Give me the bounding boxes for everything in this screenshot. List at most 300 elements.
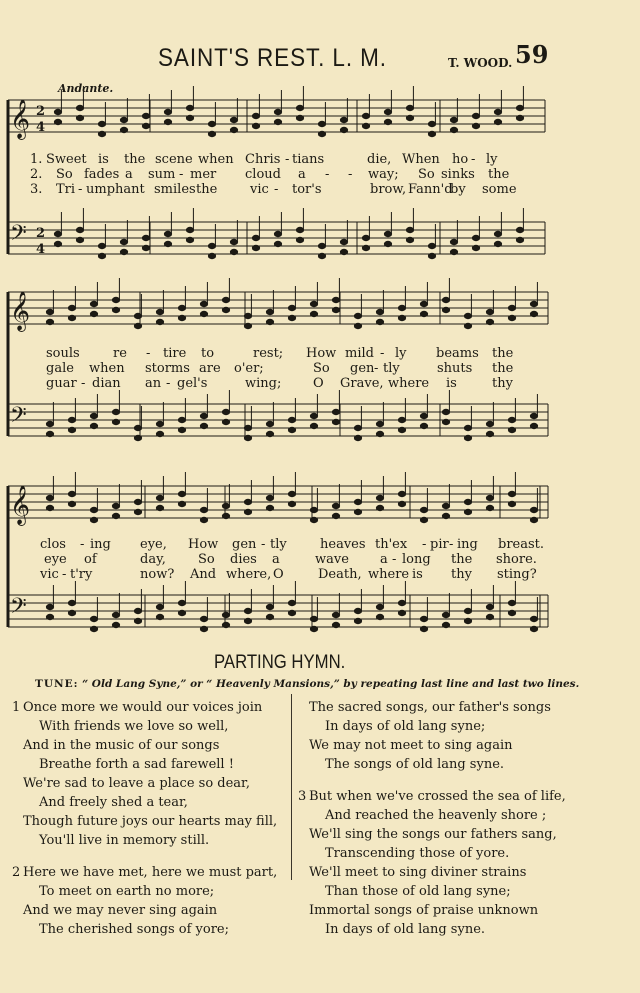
note-head [318,253,325,258]
note-head [164,119,171,124]
syllable: tly [270,537,287,552]
syllable: souls [46,346,80,361]
verse-number: 1. [30,152,43,167]
note-head [76,227,83,232]
lyrics-system-3 [0,537,640,582]
note-head [76,115,83,120]
note-head [288,427,295,432]
note-head [472,245,479,250]
note-head [222,419,229,424]
syllable: clos [40,537,66,552]
note-head [508,600,515,605]
note-head [428,131,435,136]
syllable: when [198,152,234,167]
tempo-marking: Andante. [58,82,114,95]
note-head [178,417,185,422]
note-head [46,614,53,619]
note-head [186,237,193,242]
syllable: beams [436,346,479,361]
note-head [354,425,361,430]
syllable: - [422,537,427,552]
note-head [398,501,405,506]
note-head [46,319,53,324]
syllable: breast. [498,537,545,552]
syllable: day, [140,552,166,567]
note-head [252,113,259,118]
syllable: vic [40,567,59,582]
note-head [450,127,457,132]
note-head [54,231,61,236]
note-head [112,513,119,518]
note-head [200,413,207,418]
syllable: Grave, [340,376,384,391]
syllable: - [325,167,330,182]
note-head [362,245,369,250]
note-head [376,431,383,436]
verse-line: 3 But when we've crossed the sea of life, [298,789,566,804]
note-head [332,503,339,508]
note-head [450,117,457,122]
lyric-line [0,537,640,552]
verse-line: 1 Once more we would our voices join [12,700,263,715]
note-head [134,313,141,318]
note-head [208,243,215,248]
syllable: rest; [253,346,284,361]
note-head [486,309,493,314]
lyric-line [0,182,640,197]
note-head [244,435,251,440]
note-head [90,311,97,316]
syllable: by [450,182,466,197]
syllable: - [261,537,266,552]
note-head [406,105,413,110]
syllable: an [145,376,162,391]
note-head [46,309,53,314]
note-head [208,131,215,136]
note-head [464,313,471,318]
note-head [472,235,479,240]
note-head [178,600,185,605]
note-head [332,513,339,518]
syllable: thy [492,376,513,391]
syllable: the [451,552,473,567]
syllable: a [272,552,280,567]
note-head [494,119,501,124]
syllable: gen [232,537,257,552]
note-head [354,509,361,514]
note-head [76,237,83,242]
note-head [244,509,251,514]
note-head [266,309,273,314]
note-head [494,241,501,246]
note-head [156,614,163,619]
note-head [442,503,449,508]
note-head [354,323,361,328]
note-head [406,237,413,242]
syllable: - [166,376,171,391]
note-head [310,413,317,418]
syllable: - [392,552,397,567]
note-head [54,109,61,114]
note-head [420,517,427,522]
syllable: When [402,152,440,167]
syllable: the [492,346,514,361]
syllable: So [56,167,73,182]
note-head [76,105,83,110]
syllable: ho [452,152,469,167]
syllable: t'ry [70,567,93,582]
note-head [98,121,105,126]
note-head [530,517,537,522]
note-head [398,427,405,432]
note-head [274,119,281,124]
note-head [230,117,237,122]
note-head [186,227,193,232]
note-head [90,413,97,418]
syllable: sting? [497,567,537,582]
syllable: - [78,182,83,197]
note-head [464,509,471,514]
note-head [530,301,537,306]
verse-line: In days of old lang syne; [325,719,486,734]
note-head [244,618,251,623]
syllable: - [449,537,454,552]
note-head [156,309,163,314]
note-head [222,409,229,414]
note-head [186,115,193,120]
lyric-line [0,376,640,391]
syllable: when [89,361,125,376]
verse-line: And reached the heavenly shore ; [325,808,547,823]
note-head [244,499,251,504]
note-head [354,313,361,318]
note-head [376,421,383,426]
note-head [90,301,97,306]
note-head [442,612,449,617]
note-head [310,626,317,631]
tune-note [35,678,579,690]
note-head [310,616,317,621]
note-head [442,419,449,424]
syllable: fades [84,167,120,182]
note-head [464,435,471,440]
note-head [472,113,479,118]
syllable: ly [486,152,498,167]
syllable: where [388,376,430,391]
syllable: brow, [370,182,407,197]
verses-left-column [12,698,287,939]
syllable: is [446,376,457,391]
lyrics-system-2 [0,346,640,391]
syllable: shuts [437,361,473,376]
note-head [398,600,405,605]
syllable: Sweet [46,152,87,167]
note-head [252,245,259,250]
page-number: 59 [515,40,549,69]
note-head [178,501,185,506]
note-head [428,253,435,258]
syllable: guar [46,376,77,391]
syllable: the [488,167,510,182]
note-head [464,608,471,613]
verse-number: 2 [12,865,21,880]
note-head [112,622,119,627]
syllable: mer [190,167,217,182]
note-head [134,499,141,504]
syllable: scene [155,152,193,167]
syllable: - [380,346,385,361]
note-head [156,421,163,426]
syllable: the [124,152,146,167]
syllable: wing; [245,376,282,391]
note-head [46,495,53,500]
note-head [354,608,361,613]
note-head [230,249,237,254]
verse-line: The songs of old lang syne. [325,757,505,772]
note-head [68,427,75,432]
note-head [54,241,61,246]
note-head [486,604,493,609]
note-head [222,612,229,617]
note-head [420,413,427,418]
note-head [266,495,273,500]
syllable: gen [350,361,375,376]
treble-clef: 𝄞 [10,99,31,139]
verse-line: And in the music of our songs [23,738,220,753]
syllable: Tri [56,182,76,197]
note-head [420,311,427,316]
syllable: - [374,361,379,376]
note-head [398,417,405,422]
note-head [384,241,391,246]
note-head [508,491,515,496]
note-head [332,307,339,312]
verse-line: With friends we love so well, [39,719,229,734]
syllable: heaves [320,537,366,552]
note-head [420,423,427,428]
note-head [274,241,281,246]
syllable: storms [145,361,190,376]
note-head [186,105,193,110]
note-head [200,626,207,631]
time-signature: 2 [36,104,46,119]
note-head [200,507,207,512]
note-head [244,323,251,328]
verse-line: Though future joys our hearts may fill, [23,814,278,829]
note-head [318,243,325,248]
verse-line: We may not meet to sing again [309,738,513,753]
syllable: - [285,152,290,167]
note-head [442,622,449,627]
note-head [90,517,97,522]
note-head [142,245,149,250]
note-head [376,495,383,500]
syllable: O [273,567,284,582]
note-head [508,305,515,310]
syllable: - [179,167,184,182]
verse-line: The cherished songs of yore; [39,922,230,937]
note-head [244,425,251,430]
note-head [68,491,75,496]
syllable: smiles [154,182,196,197]
note-head [508,417,515,422]
tune-text: “ Old Lang Syne,” or “ Heavenly Mansions,” by repeating last line and last two lines. [82,678,580,690]
verse-line: We'll meet to sing diviner strains [309,865,527,880]
note-head [310,507,317,512]
verses-right-column [298,698,608,939]
syllable: - [62,567,67,582]
note-head [68,315,75,320]
note-head [318,121,325,126]
note-head [156,431,163,436]
note-head [376,614,383,619]
note-head [376,309,383,314]
note-head [156,505,163,510]
syllable: O [313,376,324,391]
note-head [442,297,449,302]
syllable: mild [345,346,374,361]
syllable: of [84,552,97,567]
note-head [288,305,295,310]
verse-number: 1 [12,700,21,715]
note-head [530,413,537,418]
note-head [68,305,75,310]
note-head [376,505,383,510]
lyric-line [0,152,640,167]
note-head [354,618,361,623]
second-hymn-title: PARTING HYMN. [214,652,346,673]
syllable: tly [383,361,400,376]
tune-label: TUNE: [35,678,79,690]
note-head [288,417,295,422]
syllable: - [348,167,353,182]
note-head [450,249,457,254]
note-head [472,123,479,128]
note-head [354,435,361,440]
note-head [310,311,317,316]
syllable: die, [367,152,392,167]
syllable: umphant [86,182,145,197]
note-head [98,253,105,258]
note-head [46,604,53,609]
note-head [98,243,105,248]
syllable: long [402,552,431,567]
note-head [178,305,185,310]
verse-line: The sacred songs, our father's songs [309,700,551,715]
note-head [494,109,501,114]
note-head [112,297,119,302]
time-signature: 4 [36,242,46,257]
note-head [244,313,251,318]
syllable: ly [395,346,407,361]
note-head [530,423,537,428]
lyrics-system-1 [0,152,640,197]
note-head [442,409,449,414]
note-head [164,231,171,236]
note-head [530,616,537,621]
syllable: How [188,537,219,552]
note-head [486,614,493,619]
lyric-line [0,361,640,376]
syllable: where [368,567,410,582]
note-head [178,315,185,320]
syllable: Chris [245,152,281,167]
note-head [486,319,493,324]
note-head [134,608,141,613]
note-head [508,427,515,432]
note-head [296,227,303,232]
syllable: tor's [292,182,322,197]
syllable: vic [250,182,269,197]
note-head [384,231,391,236]
syllable: - [80,537,85,552]
verse-line: Than those of old lang syne; [325,884,511,899]
syllable: thy [451,567,472,582]
syllable: now? [140,567,175,582]
note-head [516,105,523,110]
verse-line: And we may never sing again [23,903,218,918]
note-head [134,618,141,623]
note-head [494,231,501,236]
note-head [486,495,493,500]
note-head [112,503,119,508]
note-head [340,127,347,132]
note-head [274,109,281,114]
note-head [112,409,119,414]
column-divider [291,694,292,880]
note-head [296,237,303,242]
syllable: - [146,346,151,361]
note-head [46,421,53,426]
note-head [200,301,207,306]
note-head [112,307,119,312]
note-head [120,239,127,244]
note-head [288,491,295,496]
note-head [442,513,449,518]
note-head [120,117,127,122]
note-head [288,600,295,605]
note-head [134,509,141,514]
syllable: o'er; [234,361,264,376]
note-head [54,119,61,124]
syllable: sinks [441,167,475,182]
note-head [68,417,75,422]
verse-number: 2. [30,167,43,182]
note-head [464,499,471,504]
verse-line: Immortal songs of praise unknown [309,903,539,918]
note-head [296,115,303,120]
note-head [120,127,127,132]
note-head [384,119,391,124]
note-head [230,239,237,244]
lyric-line [0,552,640,567]
note-head [164,241,171,246]
note-head [296,105,303,110]
note-head [332,409,339,414]
syllable: - [471,152,476,167]
note-head [288,610,295,615]
note-head [134,435,141,440]
note-head [362,123,369,128]
note-head [274,231,281,236]
note-head [134,323,141,328]
note-head [428,243,435,248]
syllable: tire [163,346,187,361]
note-head [340,249,347,254]
note-head [90,423,97,428]
syllable: where, [226,567,272,582]
note-head [222,513,229,518]
